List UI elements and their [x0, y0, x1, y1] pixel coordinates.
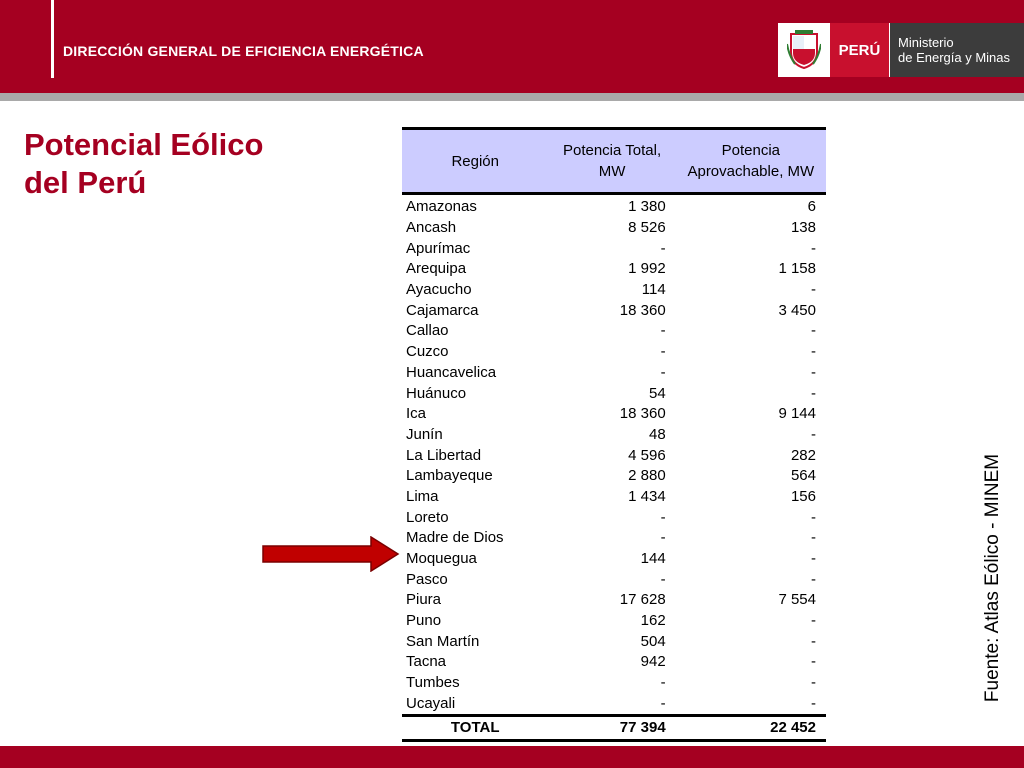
region-cell: Arequipa — [406, 260, 467, 278]
region-cell: Tumbes — [406, 674, 460, 692]
coat-of-arms-icon — [778, 23, 829, 77]
region-cell: Amazonas — [406, 198, 477, 216]
usable-power-cell: 156 — [790, 487, 816, 505]
table-row — [402, 238, 826, 259]
usable-power-cell: 9 144 — [778, 405, 816, 423]
total-power-cell: 18 360 — [619, 405, 666, 423]
region-cell: Lambayeque — [406, 467, 493, 485]
usable-power-cell: 3 450 — [778, 301, 816, 319]
region-cell: Pasco — [406, 570, 448, 588]
table-total-row — [402, 716, 826, 741]
usable-power-cell: 7 554 — [778, 591, 816, 609]
table-row — [402, 404, 826, 425]
table-row — [402, 259, 826, 280]
total-power-cell: - — [660, 322, 666, 340]
total-power-cell: 144 — [640, 550, 666, 568]
total-power-cell: 17 628 — [619, 591, 666, 609]
table-row — [402, 631, 826, 652]
table-row — [402, 321, 826, 342]
ministry-logo — [778, 23, 1024, 77]
region-cell: Madre de Dios — [406, 529, 504, 547]
total-power-cell: 114 — [641, 281, 666, 299]
region-cell: Ancash — [406, 219, 457, 237]
region-cell: Junín — [406, 425, 443, 443]
total-power-cell: 8 526 — [628, 219, 666, 237]
footer-bar — [0, 746, 1024, 768]
table-row — [402, 363, 826, 384]
table-row — [402, 466, 826, 487]
total-power-cell: 54 — [648, 384, 666, 402]
total-power-cell: - — [660, 508, 666, 526]
usable-power-cell: - — [811, 570, 816, 588]
logo-ministry-line1: Ministerio — [898, 35, 954, 50]
header-gray-band — [0, 93, 1024, 101]
logo-ministry-line2: de Energía y Minas — [898, 50, 1011, 65]
header-divider — [51, 0, 54, 78]
header-title: DIRECCIÓN GENERAL DE EFICIENCIA ENERGÉTICA — [63, 43, 424, 59]
total-power-cell: 2 880 — [628, 467, 666, 485]
usable-power-cell: 564 — [790, 467, 816, 485]
total-power-cell: - — [660, 343, 666, 361]
total-power-cell: 4 596 — [628, 446, 666, 464]
region-cell: Moquegua — [406, 550, 477, 568]
usable-power-cell: - — [811, 674, 816, 692]
total-power-cell: - — [660, 570, 666, 588]
region-cell: Lima — [406, 487, 439, 505]
region-cell: Huánuco — [406, 384, 467, 402]
logo-country-text: PERÚ — [829, 23, 889, 77]
total-power-cell: 18 360 — [619, 301, 666, 319]
usable-power-cell: - — [811, 508, 816, 526]
table-row — [402, 342, 826, 363]
usable-power-cell: - — [811, 550, 816, 568]
table-row — [402, 590, 826, 611]
table-row — [402, 218, 826, 239]
table-row — [402, 445, 826, 466]
table-row — [402, 611, 826, 632]
table-header-row — [402, 129, 826, 194]
header-region: Región — [402, 129, 548, 194]
table-row — [402, 280, 826, 301]
region-cell: Apurímac — [406, 239, 471, 257]
usable-power-cell: - — [811, 322, 816, 340]
table-row — [402, 507, 826, 528]
usable-power-cell: - — [811, 343, 816, 361]
region-cell: San Martín — [406, 632, 480, 650]
region-cell: La Libertad — [406, 446, 482, 464]
region-cell: Cajamarca — [406, 301, 479, 319]
table-row — [402, 528, 826, 549]
total-power-cell: 1 380 — [628, 198, 666, 216]
table-row — [402, 383, 826, 404]
header-bar — [0, 0, 1024, 93]
header-total-power: Potencia Total, MW — [548, 129, 675, 194]
total-power-cell: 162 — [640, 612, 666, 630]
usable-power-cell: - — [811, 632, 816, 650]
usable-power-cell: - — [811, 384, 816, 402]
total-power-sum: 77 394 — [548, 716, 675, 741]
usable-power-cell: - — [811, 363, 816, 381]
usable-power-cell: 282 — [790, 446, 816, 464]
total-power-cell: - — [660, 674, 666, 692]
region-cell: Ica — [406, 405, 427, 423]
source-note: Fuente: Atlas Eólico - MINEM — [982, 453, 1003, 703]
arrow-right-icon — [262, 536, 400, 577]
header-usable-power: Potencia Aprovachable, MW — [676, 129, 826, 194]
usable-power-cell: - — [811, 425, 816, 443]
page-title-line1: Potencial Eólico — [24, 127, 264, 162]
total-power-cell: 1 992 — [628, 260, 666, 278]
region-cell: Ayacucho — [406, 281, 472, 299]
page-title — [24, 126, 354, 202]
table-row — [402, 425, 826, 446]
total-power-cell: 1 434 — [628, 487, 666, 505]
table-row — [402, 569, 826, 590]
table-row — [402, 673, 826, 694]
region-cell: Loreto — [406, 508, 449, 526]
table-row — [402, 694, 826, 716]
region-cell: Huancavelica — [406, 363, 497, 381]
usable-power-cell: - — [811, 612, 816, 630]
usable-power-cell: 6 — [807, 198, 816, 216]
region-cell: Cuzco — [406, 343, 449, 361]
usable-power-cell: - — [811, 653, 816, 671]
total-power-cell: 48 — [648, 425, 666, 443]
region-cell: Ucayali — [406, 694, 456, 712]
logo-ministry — [889, 23, 1024, 77]
region-cell: Puno — [406, 612, 442, 630]
total-power-cell: - — [660, 529, 666, 547]
total-power-cell: 942 — [640, 653, 666, 671]
region-cell: Callao — [406, 322, 449, 340]
total-label: TOTAL — [402, 716, 548, 741]
usable-power-cell: - — [811, 694, 816, 712]
usable-power-cell: 1 158 — [778, 260, 816, 278]
table-row — [402, 194, 826, 218]
table-row — [402, 487, 826, 508]
usable-power-cell: - — [811, 239, 816, 257]
table-row — [402, 549, 826, 570]
table-row — [402, 652, 826, 673]
usable-power-cell: - — [811, 281, 816, 299]
total-power-cell: - — [660, 239, 666, 257]
usable-power-sum: 22 452 — [676, 716, 826, 741]
usable-power-cell: - — [811, 529, 816, 547]
region-cell: Tacna — [406, 653, 447, 671]
total-power-cell: 504 — [640, 632, 666, 650]
table-row — [402, 300, 826, 321]
total-power-cell: - — [660, 363, 666, 381]
wind-potential-table — [402, 127, 826, 742]
page-title-line2: del Perú — [24, 165, 147, 200]
region-cell: Piura — [406, 591, 442, 609]
usable-power-cell: 138 — [790, 219, 816, 237]
total-power-cell: - — [660, 694, 666, 712]
